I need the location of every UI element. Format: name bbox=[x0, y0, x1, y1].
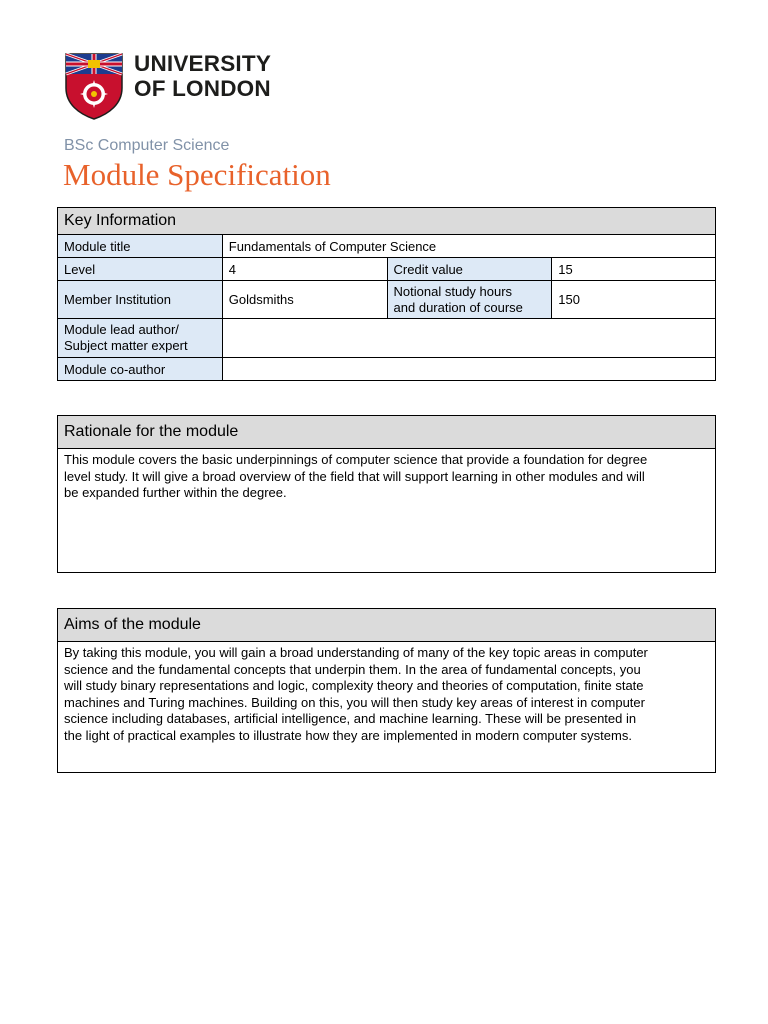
rationale-line: This module covers the basic underpinnings of computer science that provide a foundation for degree bbox=[64, 452, 648, 467]
aims-line: science including databases, artificial intelligence, and machine learning. These will be presented in bbox=[64, 711, 637, 726]
rationale-section bbox=[57, 415, 716, 573]
rationale-body bbox=[58, 449, 716, 573]
rationale-line: be expanded further within the degree. bbox=[64, 485, 287, 500]
member-institution-label: Member Institution bbox=[58, 281, 223, 319]
module-title-label: Module title bbox=[58, 235, 223, 258]
wordmark-line2: OF LONDON bbox=[134, 76, 271, 101]
study-hours-label-line2: and duration of course bbox=[393, 299, 523, 315]
lead-author-label-line1: Module lead author/ bbox=[64, 322, 179, 337]
key-information-heading: Key Information bbox=[58, 208, 716, 235]
study-hours-label-line1: Notional study hours bbox=[393, 283, 513, 299]
module-title-value: Fundamentals of Computer Science bbox=[222, 235, 715, 258]
document-title: Module Specification bbox=[63, 157, 331, 192]
level-value: 4 bbox=[222, 258, 387, 281]
aims-line: will study binary representations and logic, complexity theory and theories of computation, finite state bbox=[64, 678, 644, 693]
lead-author-label bbox=[58, 319, 223, 358]
level-label: Level bbox=[58, 258, 223, 281]
co-author-value bbox=[222, 358, 715, 381]
rationale-line: level study. It will give a broad overview of the field that will support learning in other modules and will bbox=[64, 468, 645, 484]
university-wordmark bbox=[134, 51, 271, 101]
lead-author-value bbox=[222, 319, 715, 358]
aims-line: By taking this module, you will gain a broad understanding of many of the key topic areas in computer bbox=[64, 645, 648, 660]
member-institution-value: Goldsmiths bbox=[222, 281, 387, 319]
aims-section bbox=[57, 608, 716, 773]
key-information-table bbox=[57, 207, 716, 381]
aims-heading: Aims of the module bbox=[58, 609, 716, 642]
wordmark-line1: UNIVERSITY bbox=[134, 51, 272, 76]
aims-body bbox=[58, 642, 716, 773]
aims-line: machines and Turing machines. Building on this, you will then study key areas of interest in computer bbox=[64, 694, 645, 710]
study-hours-label bbox=[387, 281, 552, 319]
university-crest-logo bbox=[64, 52, 124, 120]
credit-value: 15 bbox=[552, 258, 716, 281]
aims-line: science and the fundamental concepts that underpin them. In the area of fundamental concepts, you bbox=[64, 661, 641, 677]
study-hours-value: 150 bbox=[552, 281, 716, 319]
program-name: BSc Computer Science bbox=[64, 137, 230, 154]
rationale-heading: Rationale for the module bbox=[58, 416, 716, 449]
co-author-label: Module co-author bbox=[58, 358, 223, 381]
credit-value-label: Credit value bbox=[387, 258, 552, 281]
lead-author-label-line2: Subject matter expert bbox=[64, 338, 188, 353]
aims-line: the light of practical examples to illustrate how they are implemented in modern computer systems. bbox=[64, 727, 632, 743]
